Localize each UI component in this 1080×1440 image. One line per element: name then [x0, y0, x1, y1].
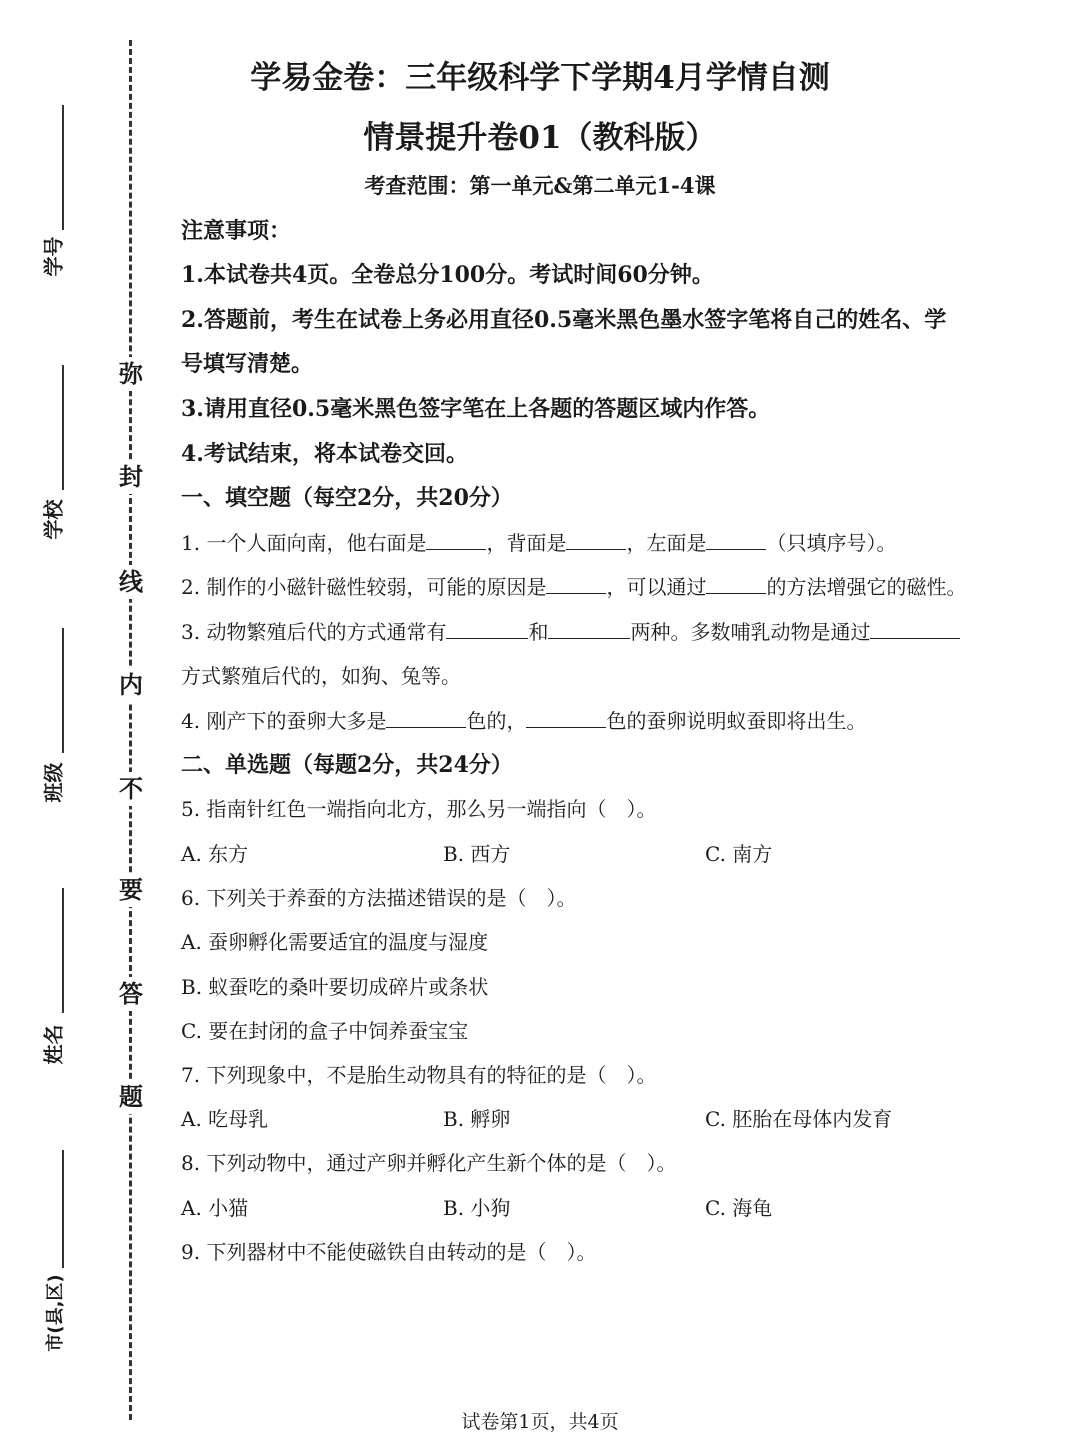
answer-blank[interactable] [706, 529, 766, 550]
question-3-cont: 方式繁殖后代的，如狗、兔等。 [181, 664, 461, 688]
question-text: 的方法增强它的磁性。 [766, 575, 967, 599]
question-5: 5. 指南针红色一端指向北方，那么另一端指向（ ）。 [181, 797, 657, 821]
answer-blank[interactable] [706, 573, 766, 594]
question-text: （只填序号）。 [766, 531, 897, 555]
exam-subtitle: 情景提升卷01（教科版） [363, 120, 717, 156]
option-b[interactable]: B. 西方 [443, 842, 511, 866]
seal-char: 弥 [112, 357, 150, 391]
question-6: 6. 下列关于养蚕的方法描述错误的是（ ）。 [181, 886, 577, 910]
exam-title: 学易金卷：三年级科学下学期4月学情自测 [250, 60, 830, 96]
seal-char: 不 [112, 772, 150, 806]
question-text: 2. 制作的小磁针磁性较弱，可能的原因是 [181, 575, 547, 599]
section-heading: 二、单选题（每题2分，共24分） [181, 752, 513, 778]
class-label: 班级 [41, 762, 66, 803]
answer-blank[interactable] [526, 707, 606, 728]
answer-blank[interactable] [446, 618, 528, 639]
question-7: 7. 下列现象中，不是胎生动物具有的特征的是（ ）。 [181, 1063, 657, 1087]
seal-char: 要 [112, 873, 150, 907]
option-b[interactable]: B. 蚁蚕吃的桑叶要切成碎片或条状 [181, 975, 489, 999]
question-text: ，可以通过 [606, 575, 707, 599]
page-footer: 试卷第1页，共4页 [461, 1411, 619, 1433]
option-b[interactable]: B. 小狗 [443, 1196, 511, 1220]
question-text: ，背面是 [486, 531, 567, 555]
answer-blank[interactable] [546, 573, 606, 594]
option-a[interactable]: A. 小猫 [181, 1196, 249, 1220]
question-8: 8. 下列动物中，通过产卵并孵化产生新个体的是（ ）。 [181, 1151, 677, 1175]
notice-item: 号填写清楚。 [181, 351, 314, 377]
student-id-label: 学号 [41, 236, 66, 277]
question-text: 3. 动物繁殖后代的方式通常有 [181, 620, 447, 644]
question-text: ，左面是 [626, 531, 707, 555]
question-text: 色的蚕卵说明蚁蚕即将出生。 [606, 709, 867, 733]
question-4 [181, 705, 866, 734]
question-2 [181, 571, 966, 600]
answer-blank[interactable] [426, 529, 486, 550]
answer-blank[interactable] [566, 529, 626, 550]
school-line [62, 365, 64, 490]
question-1 [181, 527, 896, 556]
city-line [62, 1150, 64, 1268]
option-b[interactable]: B. 孵卵 [443, 1107, 511, 1131]
name-line [62, 888, 64, 1013]
notice-item: 2.答题前，考生在试卷上务必用直径0.5毫米黑色墨水签字笔将自己的姓名、学 [181, 307, 947, 333]
question-3 [181, 616, 960, 645]
seal-char: 内 [112, 668, 150, 702]
seal-char: 线 [112, 565, 150, 599]
name-label: 姓名 [41, 1024, 66, 1065]
question-text: 和 [528, 620, 549, 644]
class-line [62, 628, 64, 753]
option-c[interactable]: C. 要在封闭的盒子中饲养蚕宝宝 [181, 1019, 469, 1043]
question-text: 色的， [466, 709, 527, 733]
question-text: 4. 刚产下的蚕卵大多是 [181, 709, 387, 733]
notice-heading: 注意事项： [181, 218, 292, 244]
exam-scope: 考查范围：第一单元&第二单元1-4课 [364, 173, 716, 198]
answer-blank[interactable] [548, 618, 630, 639]
option-c[interactable]: C. 胚胎在母体内发育 [705, 1107, 893, 1131]
seal-char: 封 [112, 460, 150, 494]
option-a[interactable]: A. 吃母乳 [181, 1107, 269, 1131]
answer-blank[interactable] [386, 707, 466, 728]
notice-item: 4.考试结束，将本试卷交回。 [181, 441, 468, 467]
section-heading: 一、填空题（每空2分，共20分） [181, 485, 513, 511]
seal-dash-line [129, 40, 132, 1420]
answer-blank[interactable] [870, 618, 960, 639]
notice-item: 3.请用直径0.5毫米黑色签字笔在上各题的答题区域内作答。 [181, 396, 771, 422]
seal-char: 题 [112, 1080, 150, 1114]
option-a[interactable]: A. 东方 [181, 842, 249, 866]
option-c[interactable]: C. 海龟 [705, 1196, 773, 1220]
option-c[interactable]: C. 南方 [705, 842, 773, 866]
question-text: 两种。多数哺乳动物是通过 [630, 620, 871, 644]
question-text: 1. 一个人面向南，他右面是 [181, 531, 427, 555]
notice-item: 1.本试卷共4页。全卷总分100分。考试时间60分钟。 [181, 262, 714, 288]
seal-char: 答 [112, 977, 150, 1011]
question-9: 9. 下列器材中不能使磁铁自由转动的是（ ）。 [181, 1240, 597, 1264]
school-label: 学校 [41, 499, 66, 540]
city-label: 市(县,区) [45, 1274, 66, 1352]
option-a[interactable]: A. 蚕卵孵化需要适宜的温度与湿度 [181, 930, 489, 954]
